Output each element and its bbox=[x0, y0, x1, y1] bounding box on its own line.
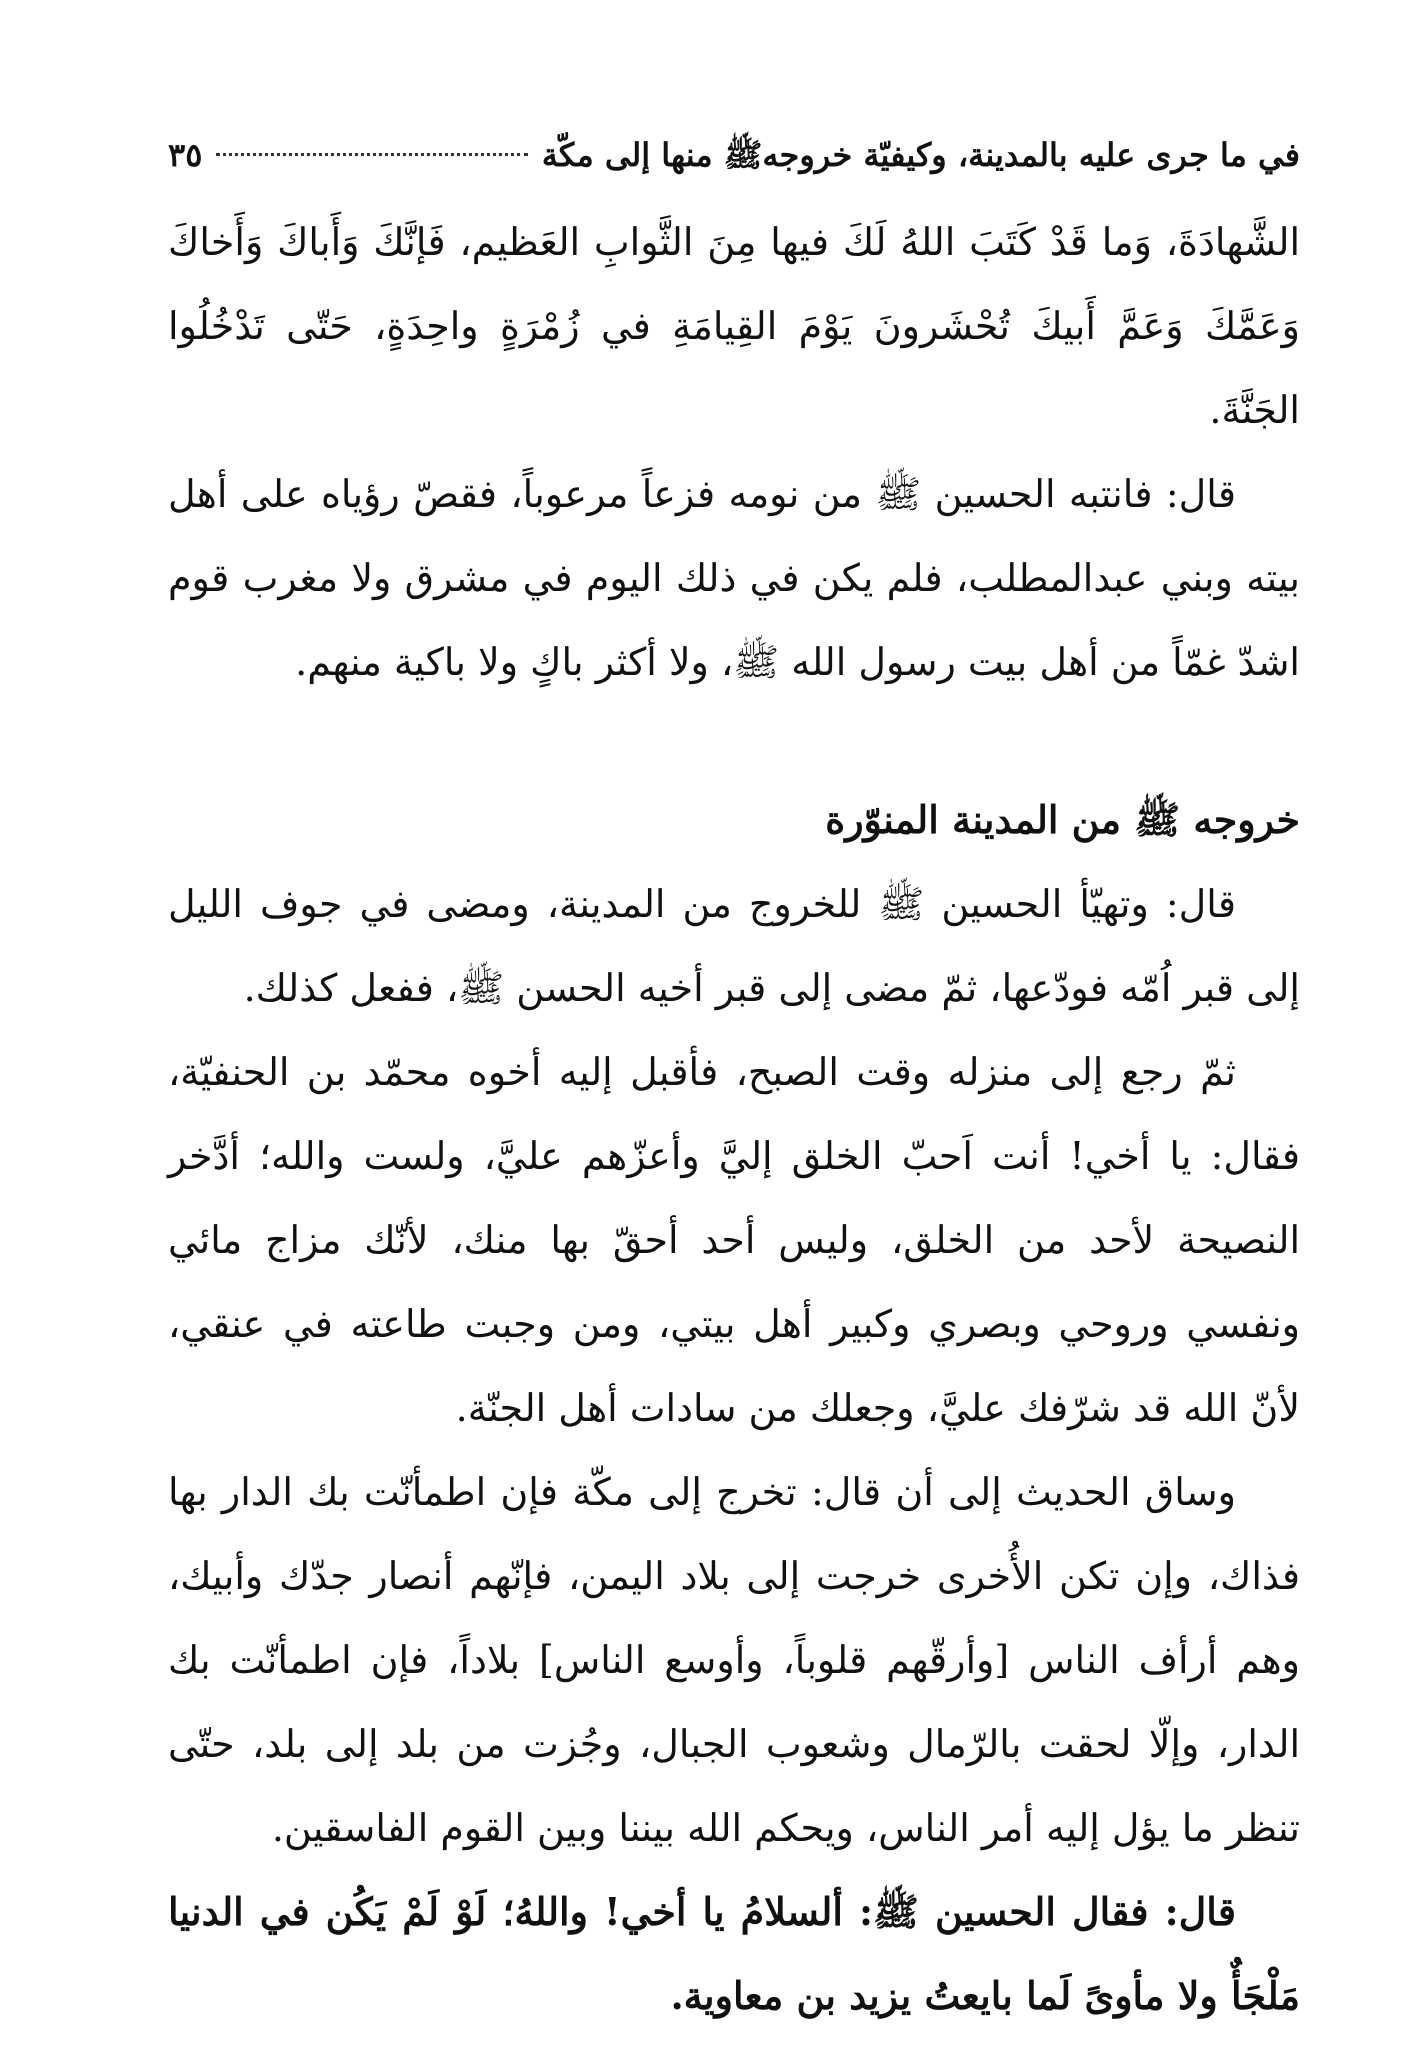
page-number: ٣٥ bbox=[168, 136, 203, 174]
body-text bbox=[168, 200, 1300, 2038]
paragraph: قال: وتهيّأ الحسين ﷺ للخروج من المدينة، ومضى في جوف الليل إلى قبر اُمّه فودّعها، ثمّ مضى إلى قبر أخيه الحسن ﷺ، ففعل كذلك. bbox=[168, 882, 1300, 1010]
paragraph-quote-continuation: الشَّهادَةَ، وَما قَدْ كَتَبَ اللهُ لَكَ فيها مِنَ الثَّوابِ العَظيم، فَإنَّكَ وَأَباكَ وَأَخاكَ وَعَمَّكَ وَعَمَّ أَبيكَ تُحْشَرونَ يَوْمَ القِيامَةِ في زُمْرَةٍ واحِدَةٍ، حَتّى تَدْخُلُوا الجَنَّةَ. bbox=[168, 220, 1300, 432]
paragraph-quote: قال: فقال الحسين ﷺ: ألسلامُ يا أخي! واللهُ؛ لَوْ لَمْ يَكُن في الدنيا مَلْجَأٌ ولا مأوىً لَما بايعتُ يزيد بن معاوية. bbox=[168, 1889, 1300, 2018]
running-head bbox=[168, 120, 1300, 190]
leader-dots bbox=[216, 153, 527, 156]
paragraph: وساق الحديث إلى أن قال: تخرج إلى مكّة فإن اطمأنّت بك الدار بها فذاك، وإن تكن الأُخرى خرجت إلى بلاد اليمن، فإنّهم أنصار جدّك وأبيك، وهم أرأف الناس [وأرقّهم قلوباً، وأوسع الناس] بلاداً، فإن اطمأنّت بك الدار، وإلّا لحقت بالرّمال وشعوب الجبال، وجُزت من بلد إلى بلد، حتّى تنظر ما يؤل إليه أمر الناس، ويحكم الله بيننا وبين القوم الفاسقين. bbox=[168, 1470, 1300, 1850]
section-heading: خروجه ﷺ من المدينة المنوّرة bbox=[825, 797, 1300, 842]
book-page bbox=[168, 120, 1300, 2038]
paragraph: ثمّ رجع إلى منزله وقت الصبح، فأقبل إليه أخوه محمّد بن الحنفيّة، فقال: يا أخي! أنت اَحبّ الخلق إليَّ وأعزّهم عليَّ، ولست والله؛ أدَّخر النصيحة لأحد من الخلق، وليس أحد أحقّ بها منك، لأنّك مزاج مائي ونفسي وروحي وبصري وكبير أهل بيتي، ومن وجبت طاعته في عنقي، لأنّ الله قد شرّفك عليَّ، وجعلك من سادات أهل الجنّة. bbox=[168, 1050, 1300, 1430]
paragraph: قال: فانتبه الحسين ﷺ من نومه فزعاً مرعوباً، فقصّ رؤياه على أهل بيته وبني عبدالمطلب، فلم يكن في ذلك اليوم في مشرق ولا مغرب قوم اشدّ غمّاً من أهل بيت رسول الله ﷺ، ولا أكثر باكٍ ولا باكية منهم. bbox=[168, 472, 1300, 684]
running-head-title: في ما جرى عليه بالمدينة، وكيفيّة خروجهﷺ منها إلى مكّة bbox=[541, 136, 1300, 174]
